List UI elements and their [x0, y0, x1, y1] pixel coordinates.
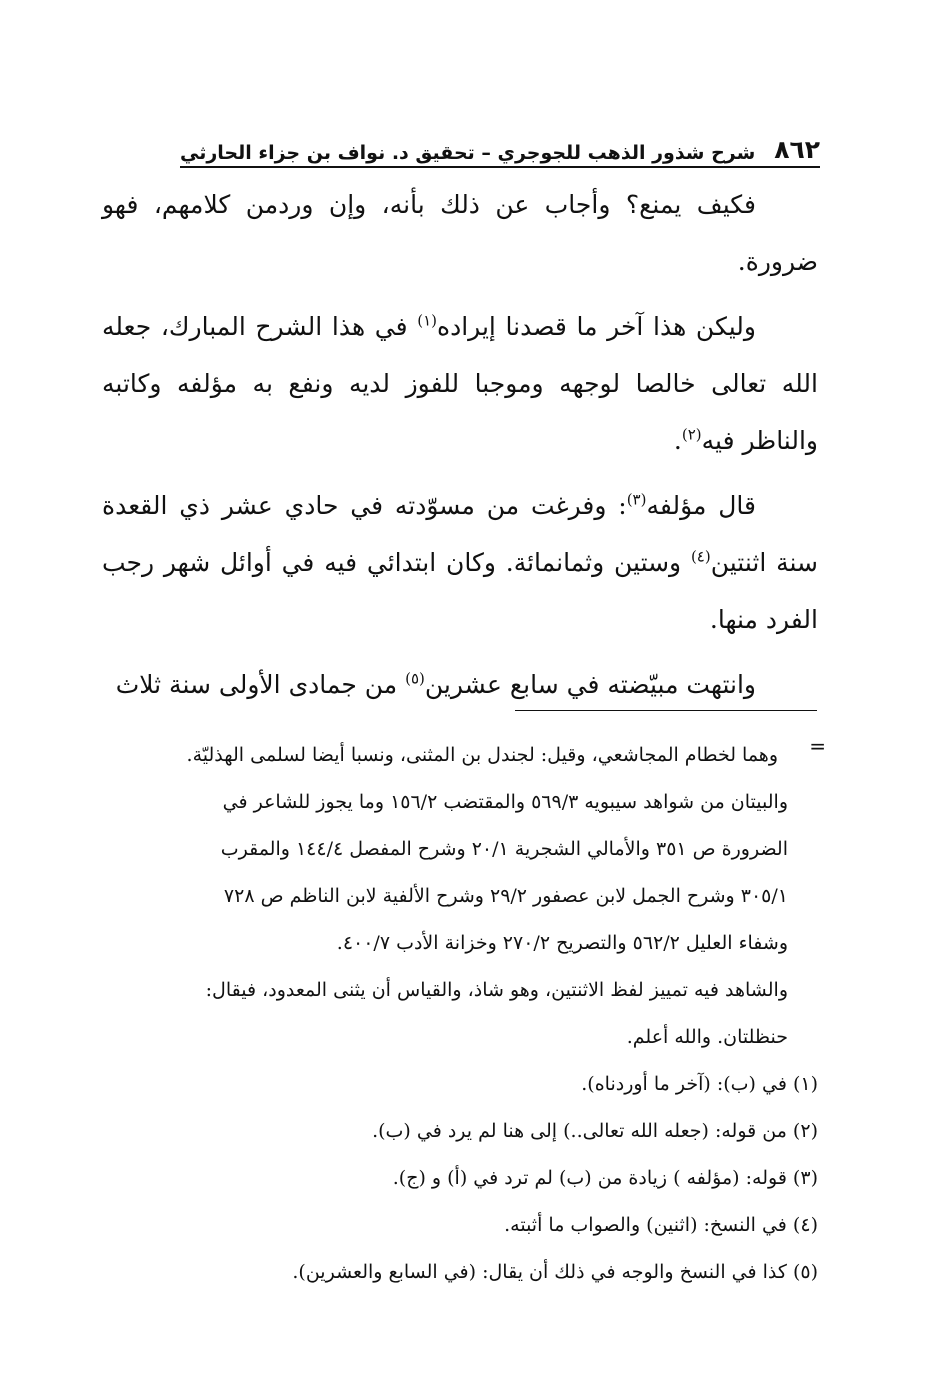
main-text [102, 176, 818, 721]
footnote-line: وشفاء العليل ٥٦٢/٢ والتصريح ٢٧٠/٢ وخزانة الأدب ٤٠٠/٧. [336, 932, 788, 954]
footnote-ref: (١) [417, 311, 437, 330]
footnote-2: (٢) من قوله: (جعله الله تعالى..) إلى هنا لم يرد في (ب). [372, 1120, 818, 1142]
footnote-continuation [102, 732, 826, 1061]
footnote-separator [515, 710, 817, 711]
footnote-ref: (٣) [626, 490, 647, 509]
paragraph-text: وانتهت مبيّضته في سابع عشرين [424, 670, 756, 699]
footnote-5: (٥) كذا في النسخ والوجه في ذلك أن يقال: (في السابع والعشرين). [292, 1261, 818, 1283]
footnote-line: الضرورة ص ٣٥١ والأمالي الشجرية ٢٠/١ وشرح المفصل ١٤٤/٤ والمقرب [220, 838, 788, 860]
footnote-ref: (٥) [405, 669, 425, 688]
paragraph-text: في هذا الشرح المبارك، جعله الله تعالى خالصا لوجهه وموجبا للفوز لديه ونفع به مؤلفه وكاتبه والناظر فيه [102, 312, 818, 455]
paragraph-text: : وفرغت من مسوّدته في حادي عشر ذي القعدة سنة اثنتين [102, 491, 818, 577]
paragraph-text: قال مؤلفه [646, 491, 756, 520]
footnote-ref: (٢) [681, 425, 702, 444]
paragraph [102, 176, 818, 290]
paragraph [102, 656, 818, 713]
footnote-ref: (٤) [690, 547, 711, 566]
footnote-1: (١) في (ب): (آخر ما أوردناه). [581, 1073, 818, 1095]
footnote-line: ٣٠٥/١ وشرح الجمل لابن عصفور ٢٩/٢ وشرح الألفية لابن الناظم ص ٧٢٨ [223, 885, 788, 907]
running-title: شرح شذور الذهب للجوجري – تحقيق د. نواف بن جزاء الحارثي [180, 142, 756, 164]
footnote-3: (٣) قوله: (مؤلفه ) زيادة من (ب) لم ترد في (أ) و (ج). [392, 1167, 818, 1189]
footnote-line: وهما لخطام المجاشعي، وقيل: لجندل بن المثنى، ونسبا أيضا لسلمى الهذليّة. [186, 744, 778, 766]
paragraph-text: وليكن هذا آخر ما قصدنا إيراده [437, 312, 756, 341]
footnotes [102, 732, 826, 1296]
paragraph-text: من جمادى الأولى سنة ثلاث [115, 670, 406, 699]
paragraph [102, 298, 818, 469]
header-rule [180, 166, 820, 168]
footnote-4: (٤) في النسخ: (اثنين) والصواب ما أثبته. [504, 1214, 818, 1236]
paragraph-text: . [673, 426, 682, 455]
footnote-line: والبيتان من شواهد سيبويه ٥٦٩/٣ والمقتضب ١٥٦/٢ وما يجوز للشاعر في [222, 791, 788, 813]
running-head [180, 128, 820, 164]
footnote-line: حنظلتان. والله أعلم. [626, 1026, 788, 1048]
paragraph-text: وستين وثمانمائة. وكان ابتدائي فيه في أوائل شهر رجب الفرد منها. [102, 548, 818, 634]
page-number: ٨٦٢ [774, 135, 820, 164]
footnote-line: والشاهد فيه تمييز لفظ الاثنتين، وهو شاذ، والقياس أن يثنى المعدود، فيقال: [205, 979, 788, 1001]
paragraph-text: فكيف يمنع؟ وأجاب عن ذلك بأنه، وإن وردمن كلامهم، فهو ضرورة. [102, 190, 818, 276]
paragraph [102, 477, 818, 648]
continuation-mark: = [809, 734, 826, 758]
